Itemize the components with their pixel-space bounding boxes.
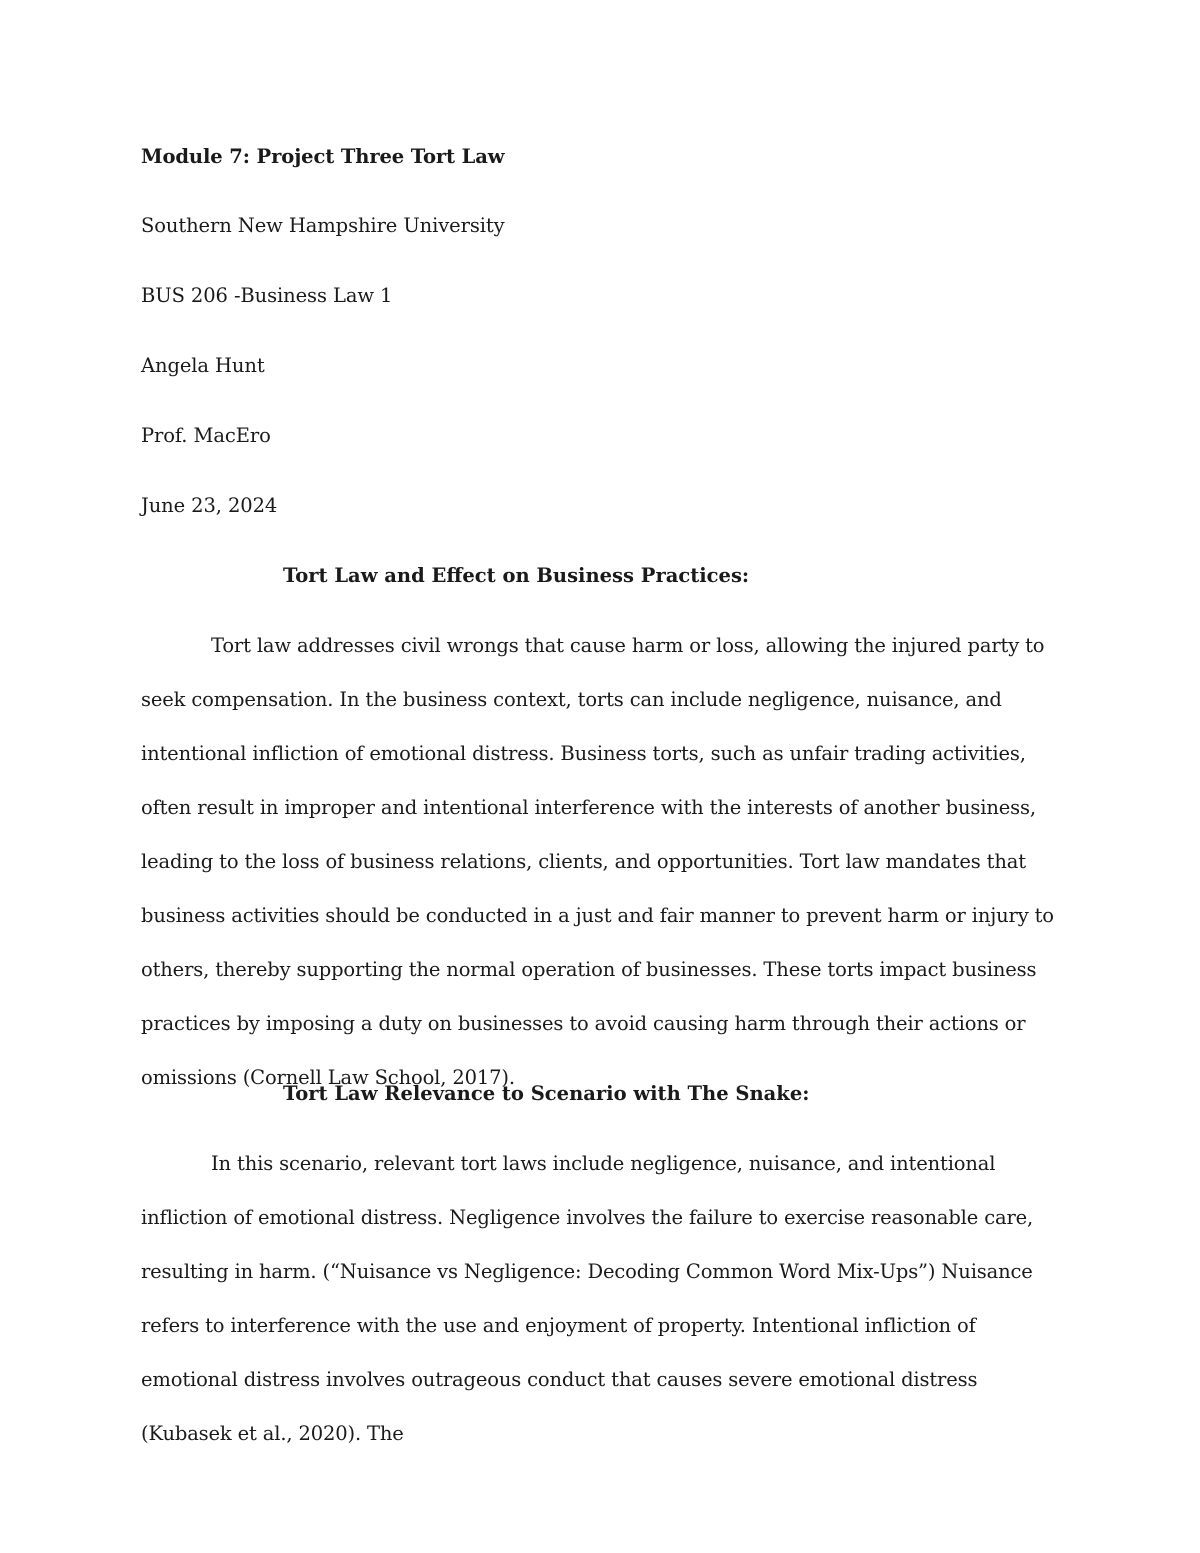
- document-date: June 23, 2024: [141, 494, 278, 517]
- course-name: BUS 206 -Business Law 1: [141, 284, 393, 307]
- section-body-business-practices: Tort law addresses civil wrongs that cause harm or loss, allowing the injured party to seek compensation. In the business context, torts can include negligence, nuisance, and intentional infliction of emotional distress. Business torts, such as unfair trading activities, often result in improper and intentional interference with the interests of another business, leading to the loss of business relations, clients, and opportunities. Tort law mandates that business activities should be conducted in a just and fair manner to prevent harm or injury to others, thereby supporting the normal operation of businesses. These torts impact business practices by imposing a duty on businesses to avoid causing harm through their actions or omissions (Cornell Law School, 2017).: [141, 634, 1054, 1089]
- document-title: Module 7: Project Three Tort Law: [141, 145, 505, 168]
- section-heading-snake-scenario: Tort Law Relevance to Scenario with The Snake:: [283, 1082, 810, 1105]
- university-name: Southern New Hampshire University: [141, 214, 505, 237]
- section-body-snake-scenario: In this scenario, relevant tort laws include negligence, nuisance, and intentional infliction of emotional distress. Negligence involves the failure to exercise reasonable care, resulting in harm. (“Nuisance vs Negligence: Decoding Common Word Mix-Ups”) Nuisance refers to interference with the use and enjoyment of property. Intentional infliction of emotional distress involves outrageous conduct that causes severe emotional distress (Kubasek et al., 2020). The: [141, 1152, 1034, 1445]
- section-heading-business-practices: Tort Law and Effect on Business Practices:: [283, 564, 750, 587]
- author-name: Angela Hunt: [141, 354, 265, 377]
- professor-name: Prof. MacEro: [141, 424, 271, 447]
